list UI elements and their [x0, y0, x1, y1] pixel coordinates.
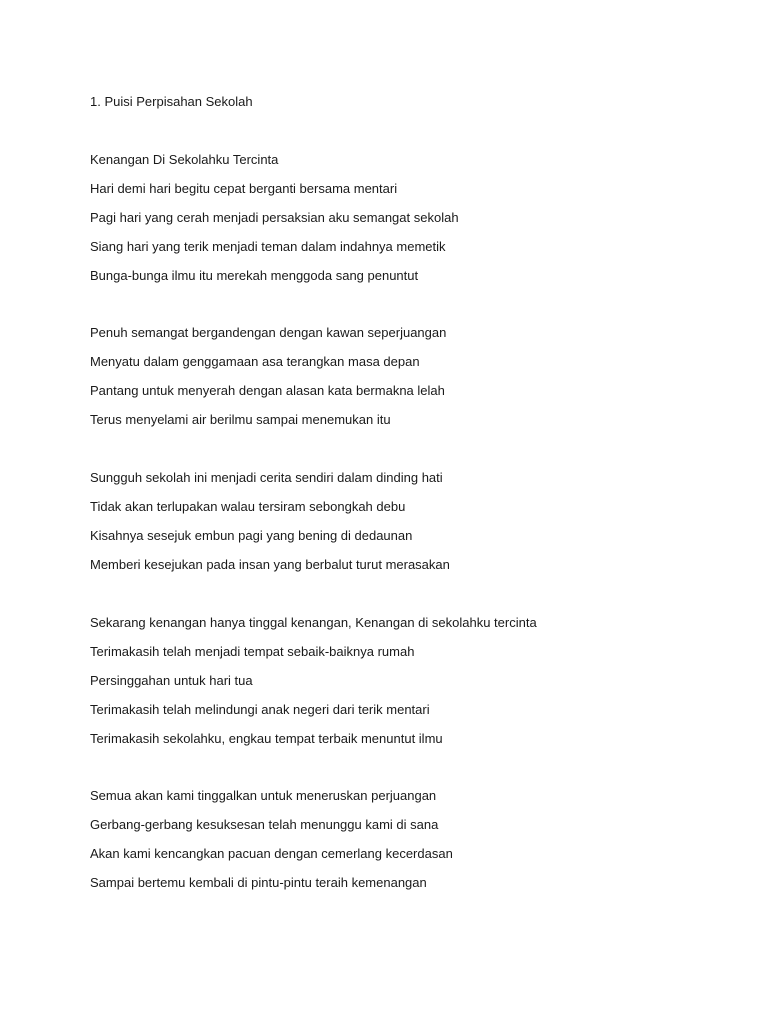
poem-line: Hari demi hari begitu cepat berganti bersama mentari [90, 181, 398, 196]
poem-line: Siang hari yang terik menjadi teman dalam indahnya memetik [90, 239, 446, 254]
document-title: 1. Puisi Perpisahan Sekolah [90, 94, 253, 109]
poem-line: Bunga-bunga ilmu itu merekah menggoda sang penuntut [90, 268, 419, 283]
poem-line: Memberi kesejukan pada insan yang berbalut turut merasakan [90, 557, 450, 572]
poem-line: Akan kami kencangkan pacuan dengan cemerlang kecerdasan [90, 846, 453, 861]
poem-line: Kisahnya sesejuk embun pagi yang bening di dedaunan [90, 528, 413, 543]
poem-line: Terimakasih sekolahku, engkau tempat terbaik menuntut ilmu [90, 731, 443, 746]
poem-line: Penuh semangat bergandengan dengan kawan seperjuangan [90, 325, 447, 340]
poem-line: Sungguh sekolah ini menjadi cerita sendiri dalam dinding hati [90, 470, 443, 485]
poem-line: Sekarang kenangan hanya tinggal kenangan, Kenangan di sekolahku tercinta [90, 615, 537, 630]
poem-line: Gerbang-gerbang kesuksesan telah menunggu kami di sana [90, 817, 439, 832]
poem-line: Terus menyelami air berilmu sampai menemukan itu [90, 412, 391, 427]
poem-line: Pagi hari yang cerah menjadi persaksian aku semangat sekolah [90, 210, 459, 225]
poem-line: Pantang untuk menyerah dengan alasan kata bermakna lelah [90, 383, 445, 398]
poem-line: Terimakasih telah menjadi tempat sebaik-baiknya rumah [90, 644, 415, 659]
poem-line: Semua akan kami tinggalkan untuk meneruskan perjuangan [90, 788, 437, 803]
poem-line: Terimakasih telah melindungi anak negeri dari terik mentari [90, 702, 430, 717]
poem-line: Tidak akan terlupakan walau tersiram sebongkah debu [90, 499, 406, 514]
poem-line: Persinggahan untuk hari tua [90, 673, 253, 688]
poem-title: Kenangan Di Sekolahku Tercinta [90, 152, 279, 167]
poem-line: Sampai bertemu kembali di pintu-pintu teraih kemenangan [90, 875, 427, 890]
poem-line: Menyatu dalam genggamaan asa terangkan masa depan [90, 354, 420, 369]
